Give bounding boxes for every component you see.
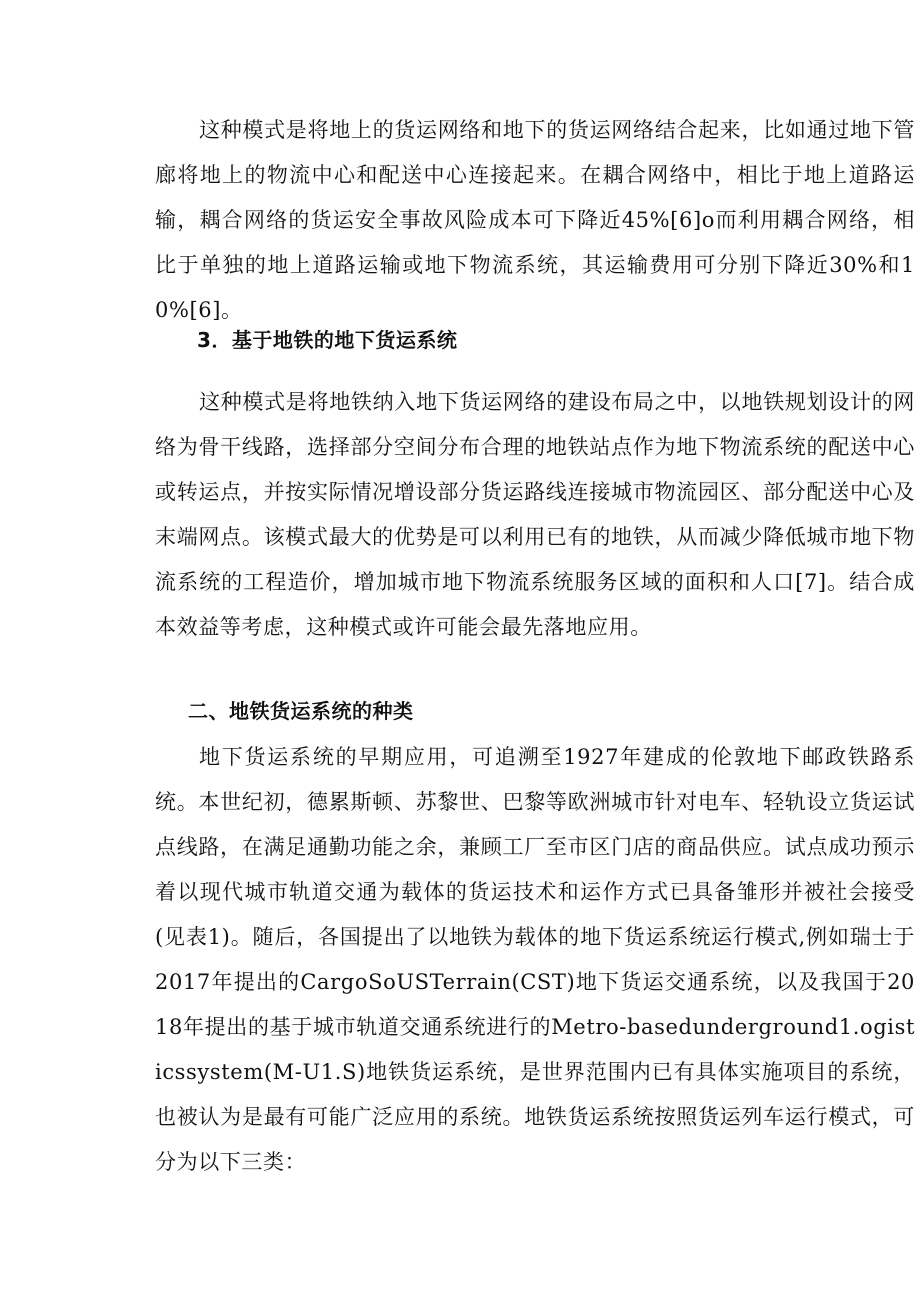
body-paragraph: 这种模式是将地铁纳入地下货运网络的建设布局之中，以地铁规划设计的网络为骨干线路，选择部分空间分布合理的地铁站点作为地下物流系统的配送中心或转运点，并按实际情况增设部分货运路线连接城市物流园区、部分配送中心及末端网点。该模式最大的优势是可以利用已有的地铁，从而减少降低城市地下物流系统的工程造价，增加城市地下物流系统服务区域的面积和人口[7]。结合成本效益等考虑，这种模式或许可能会最先落地应用。: [155, 390, 915, 639]
chapter-heading: 二、地铁货运系统的种类: [188, 699, 414, 723]
section-heading: 3．基于地铁的地下货运系统: [197, 328, 458, 352]
body-paragraph: 这种模式是将地上的货运网络和地下的货运网络结合起来，比如通过地下管廊将地上的物流中心和配送中心连接起来。在耦合网络中，相比于地上道路运输，耦合网络的货运安全事故风险成本可下降近45%[6]o而利用耦合网络，相比于单独的地上道路运输或地下物流系统，其运输费用可分别下降近30%和10%[6]。: [155, 118, 915, 322]
body-paragraph: 地下货运系统的早期应用，可追溯至1927年建成的伦敦地下邮政铁路系统。本世纪初，德累斯顿、苏黎世、巴黎等欧洲城市针对电车、轻轨设立货运试点线路，在满足通勤功能之余，兼顾工厂至市区门店的商品供应。试点成功预示着以现代城市轨道交通为载体的货运技术和运作方式已具备雏形并被社会接受(见表1)。随后，各国提出了以地铁为载体的地下货运系统运行模式,例如瑞士于2017年提出的CargoSoUSTerrain(CST)地下货运交通系统，以及我国于2018年提出的基于城市轨道交通系统进行的Metro-basedunderground1.ogisticssystem(M-U1.S)地铁货运系统，是世界范围内已有具体实施项目的系统，也被认为是最有可能广泛应用的系统。地铁货运系统按照货运列车运行模式，可分为以下三类：: [155, 745, 915, 1174]
